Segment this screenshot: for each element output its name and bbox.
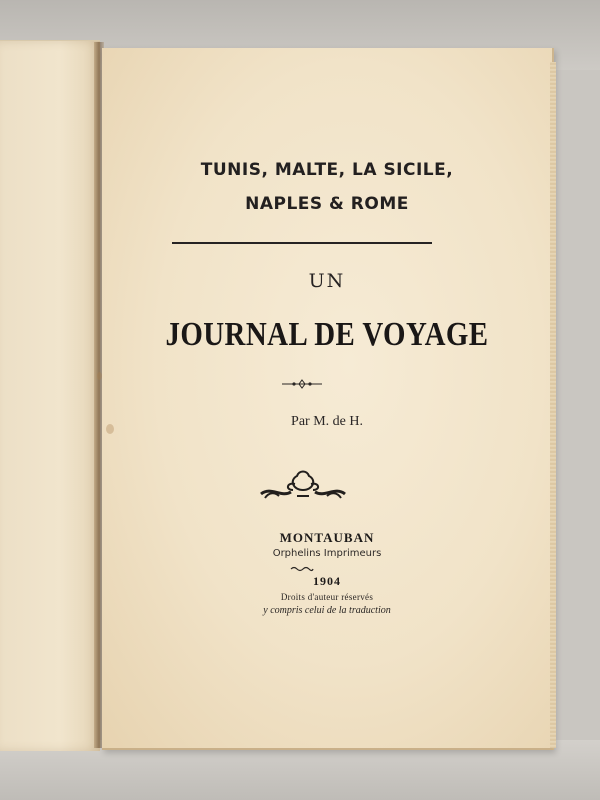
left-page xyxy=(0,40,100,751)
pre-title: UN xyxy=(308,270,346,292)
main-title: JOURNAL DE VOYAGE xyxy=(165,316,489,353)
publisher-city: MONTAUBAN xyxy=(279,530,375,545)
author-line: Par M. de H. xyxy=(291,414,363,429)
small-ornament-icon xyxy=(280,378,324,390)
publication-year: 1904 xyxy=(313,574,341,588)
translation-notice: y compris celui de la traduction xyxy=(263,605,391,616)
horizontal-rule xyxy=(172,242,432,244)
rights-notice: Droits d'auteur réservés xyxy=(280,592,374,602)
flower-ornament-icon xyxy=(257,468,349,502)
subtitle-line-2: NAPLES & ROME xyxy=(245,194,409,214)
squiggle-ornament-icon xyxy=(290,566,314,572)
subtitle-line-1: TUNIS, MALTE, LA SICILE, xyxy=(200,160,454,180)
publisher-name: Orphelins Imprimeurs xyxy=(272,548,382,559)
title-page-content xyxy=(102,48,552,748)
